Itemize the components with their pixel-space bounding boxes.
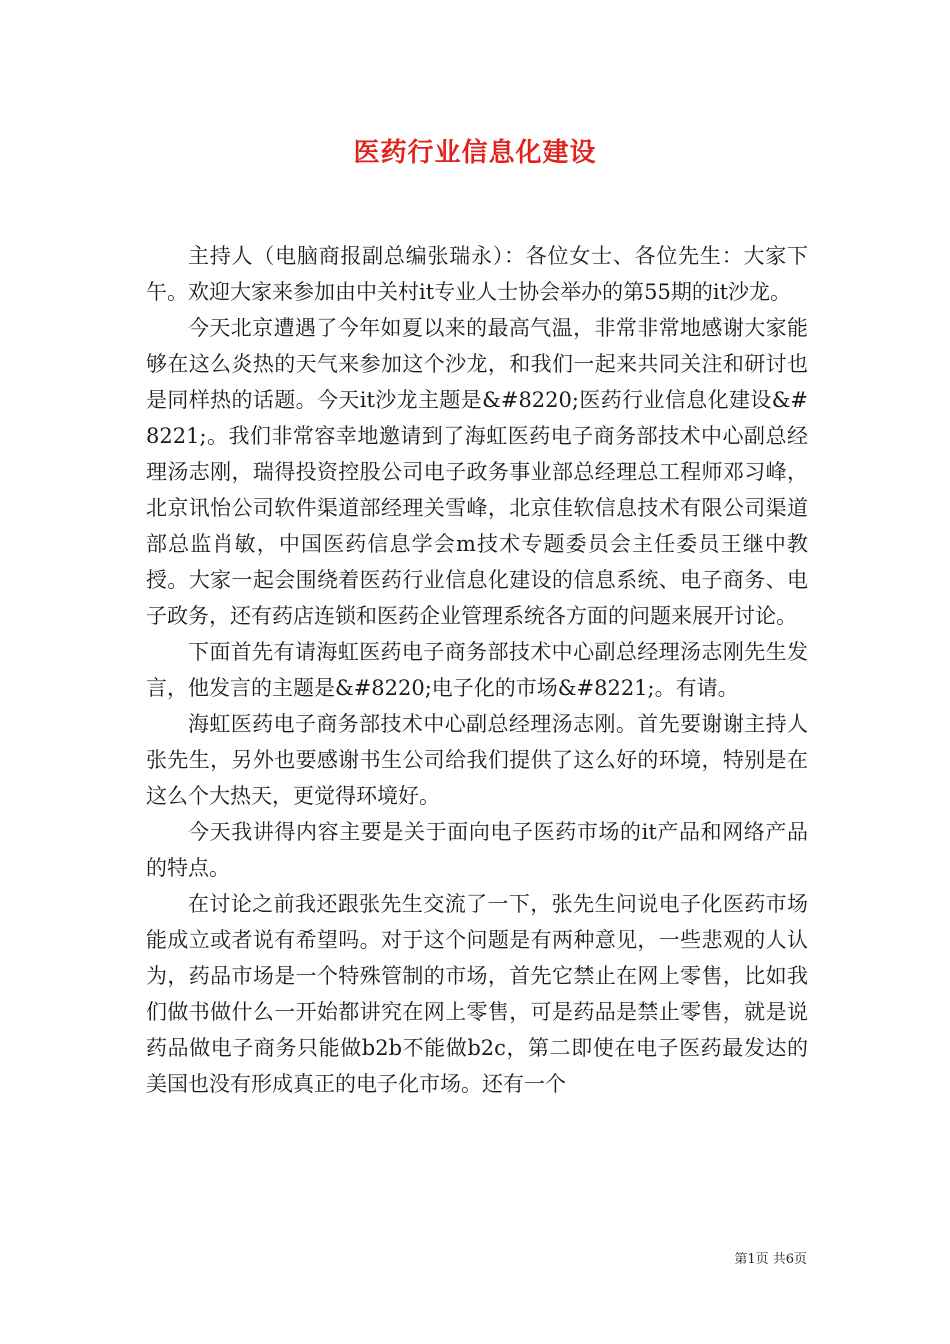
paragraph: 下面首先有请海虹医药电子商务部技术中心副总经理汤志刚先生发言，他发言的主题是&#8220;电子化的市场&#8221;。有请。 [146, 640, 808, 700]
paragraph: 海虹医药电子商务部技术中心副总经理汤志刚。首先要谢谢主持人张先生，另外也要感谢书生公司给我们提供了这么好的环境，特别是在这么个大热天，更觉得环境好。 [146, 712, 808, 808]
paragraph: 今天北京遭遇了今年如夏以来的最高气温，非常非常地感谢大家能够在这么炎热的天气来参加这个沙龙，和我们一起来共同关注和研讨也是同样热的话题。今天it沙龙主题是&#8220;医药行业信息化建设&#8221;。我们非常容幸地邀请到了海虹医药电子商务部技术中心副总经理汤志刚，瑞得投资控股公司电子政务事业部总经理总工程师邓习峰，北京讯怡公司软件渠道部经理关雪峰，北京佳软信息技术有限公司渠道部总监肖敏，中国医药信息学会m技术专题委员会主任委员王继中教授。大家一起会围绕着医药行业信息化建设的信息系统、电子商务、电子政务，还有药店连锁和医药企业管理系统各方面的问题来展开讨论。 [146, 316, 808, 628]
document-body [146, 238, 808, 1102]
document-title: 医药行业信息化建设 [353, 138, 597, 168]
paragraph: 今天我讲得内容主要是关于面向电子医药市场的it产品和网络产品的特点。 [146, 820, 808, 880]
paragraph: 主持人（电脑商报副总编张瑞永）：各位女士、各位先生：大家下午。欢迎大家来参加由中关村it专业人士协会举办的第55期的it沙龙。 [146, 244, 808, 304]
page-number: 第1页 共6页 [734, 1252, 807, 1267]
paragraph: 在讨论之前我还跟张先生交流了一下，张先生问说电子化医药市场能成立或者说有希望吗。对于这个问题是有两种意见，一些悲观的人认为，药品市场是一个特殊管制的市场，首先它禁止在网上零售，比如我们做书做什么一开始都讲究在网上零售，可是药品是禁止零售，就是说药品做电子商务只能做b2b不能做b2c，第二即使在电子医药最发达的美国也没有形成真正的电子化市场。还有一个 [146, 892, 808, 1096]
